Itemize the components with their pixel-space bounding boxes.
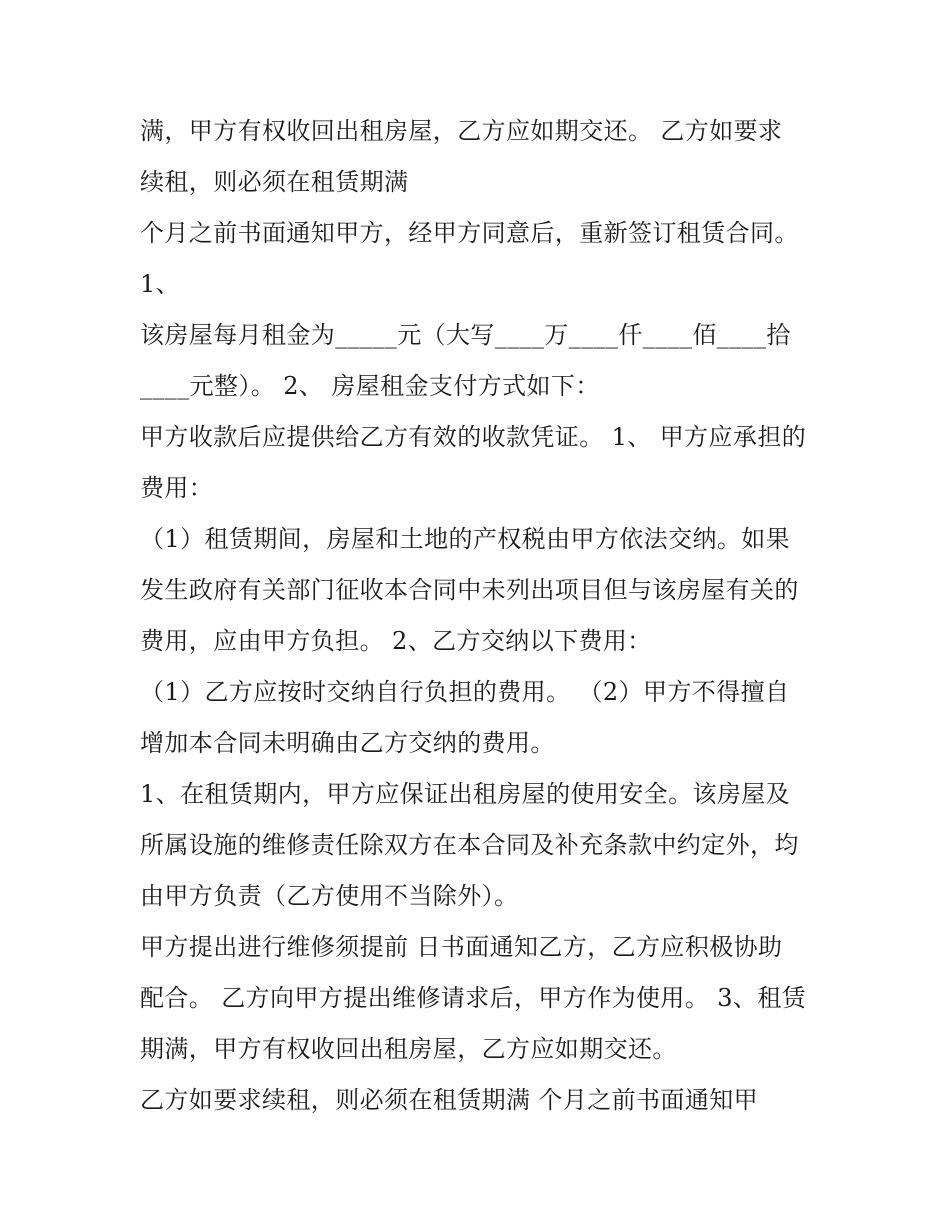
text-line: 费用，应由甲方负担。 2、乙方交纳以下费用： [140, 627, 652, 655]
text-line: 费用： [140, 474, 214, 502]
document-body [140, 106, 830, 1126]
text-line: 甲方提出进行维修须提前 日书面通知乙方，乙方应积极协助 [140, 933, 783, 961]
text-line: 个月之前书面通知甲方，经甲方同意后，重新签订租赁合同。 [140, 219, 799, 247]
text-line: 期满，甲方有权收回出租房屋，乙方应如期交还。 [140, 1035, 677, 1063]
text-line: 1、 [140, 270, 181, 298]
text-line: ____元整）。 2、 房屋租金支付方式如下： [140, 372, 600, 400]
text-line: 甲方收款后应提供给乙方有效的收款凭证。 1、 甲方应承担的 [140, 423, 807, 451]
text-line: 满，甲方有权收回出租房屋，乙方应如期交还。 乙方如要求 [140, 117, 783, 145]
text-line: 所属设施的维修责任除双方在本合同及补充条款中约定外，均 [140, 831, 799, 859]
text-line: （1）租赁期间，房屋和土地的产权税由甲方依法交纳。如果 [140, 525, 791, 553]
text-line: 配合。 乙方向甲方提出维修请求后，甲方作为使用。 3、租赁 [140, 984, 807, 1012]
text-line: 由甲方负责（乙方使用不当除外）。 [140, 882, 519, 910]
text-line: 续租，则必须在租赁期满 [140, 168, 409, 196]
text-line: （1）乙方应按时交纳自行负担的费用。 （2）甲方不得擅自 [140, 678, 790, 706]
text-line: 乙方如要求续租，则必须在租赁期满 个月之前书面通知甲 [140, 1086, 759, 1114]
text-line: 1、在租赁期内，甲方应保证出租房屋的使用安全。该房屋及 [140, 780, 791, 808]
text-line: 发生政府有关部门征收本合同中未列出项目但与该房屋有关的 [140, 576, 799, 604]
text-line: 该房屋每月租金为_____元（大写____万____仟____佰____拾 [140, 321, 791, 349]
text-line: 增加本合同未明确由乙方交纳的费用。 [140, 729, 555, 757]
